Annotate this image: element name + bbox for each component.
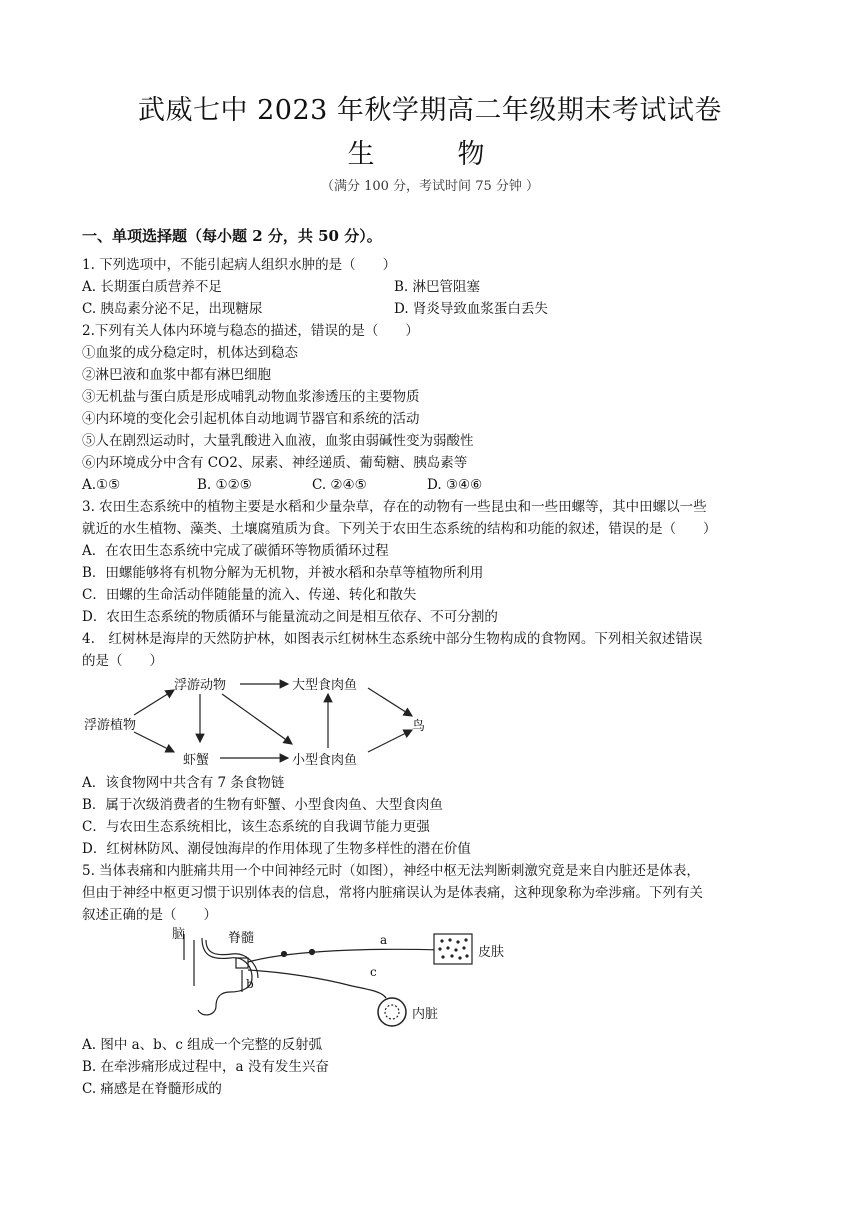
food-web-figure [82, 672, 782, 772]
synapse-2 [310, 950, 315, 955]
q1-options-row1 [82, 276, 782, 298]
arrow-plant-to-animal [134, 690, 174, 715]
exam-note: （满分 100 分，考试时间 75 分钟 ） [320, 179, 540, 194]
q5-option-b: B. 在牵涉痛形成过程中，a 没有发生兴奋 [82, 1059, 329, 1075]
q2-stem: 2.下列有关人体内环境与稳态的描述，错误的是（ ） [82, 323, 419, 339]
q3-stem-line1: 3. 农田生态系统中的植物主要是水稻和少量杂草，存在的动物有一些昆虫和一些田螺等，其中田螺以一些 [82, 499, 707, 515]
q4-option-a: A．该食物网中共含有 7 条食物链 [82, 775, 285, 791]
q2-statement-3: ③无机盐与蛋白质是形成哺乳动物血浆渗透压的主要物质 [82, 389, 420, 405]
q4-stem-line2: 的是（ ） [82, 653, 163, 669]
q4-stem-line1: 4. 红树林是海岸的天然防护林，如图表示红树林生态系统中部分生物构成的食物网。下列相关叙述错误 [82, 631, 703, 647]
referred-pain-figure [82, 926, 782, 1034]
arrow-largefish-to-bird [368, 688, 412, 716]
q2-statement-2: ②淋巴液和血浆中都有淋巴细胞 [82, 367, 271, 383]
q3-option-d: D．农田生态系统的物质循环与能量流动之间是相互依存、不可分割的 [82, 609, 498, 625]
label-b: b [246, 977, 254, 991]
q4-option-c: C．与农田生态系统相比，该生态系统的自我调节能力更强 [82, 819, 430, 835]
q2-statement-5: ⑤人在剧烈运动时，大量乳酸进入血液，血浆由弱碱性变为弱酸性 [82, 433, 474, 449]
q5-stem-line2: 但由于神经中枢更习惯于识别体表的信息，常将内脏痛误认为是体表痛，这种现象称为牵涉痛。下列有关 [82, 885, 703, 901]
viscera-core [385, 1005, 399, 1019]
label-skin: 皮肤 [478, 945, 505, 960]
q2-option-b: B. ①②⑤ [197, 477, 252, 493]
arrow-smallfish-to-bird [368, 730, 412, 752]
exam-content [82, 224, 782, 1100]
q2-option-c: C. ②④⑤ [312, 477, 367, 493]
nerve-c [248, 970, 386, 998]
q4-option-d: D．红树林防风、潮侵蚀海岸的作用体现了生物多样性的潜在价值 [82, 841, 471, 857]
exam-title: 武威七中 2023 年秋学期高二年级期末考试试卷 [138, 95, 722, 126]
food-web-diagram [82, 672, 442, 772]
q3-stem-line2: 就近的水生植物、藻类、土壤腐殖质为食。下列关于农田生态系统的结构和功能的叙述，错误的是（ ） [82, 521, 717, 537]
q1-option-d: D. 肾炎导致血浆蛋白丢失 [394, 301, 548, 317]
q4-option-b: B．属于次级消费者的生物有虾蟹、小型食肉鱼、大型食肉鱼 [82, 797, 443, 813]
node-bird: 鸟 [412, 719, 426, 734]
q1-option-b: B. 淋巴管阻塞 [394, 279, 481, 295]
q2-statement-4: ④内环境的变化会引起机体自动地调节器官和系统的活动 [82, 411, 420, 427]
arrow-plant-to-shrimp [134, 732, 174, 752]
node-shrimp-crab: 虾蟹 [183, 753, 210, 768]
q5-option-c: C. 痛感是在脊髓形成的 [82, 1081, 222, 1097]
nerve-a [248, 949, 442, 962]
q3-option-b: B．田螺能够将有机物分解为无机物，并被水稻和杂草等植物所利用 [82, 565, 484, 581]
q1-option-a: A. 长期蛋白质营养不足 [82, 279, 222, 295]
q3-option-c: C．田螺的生命活动伴随能量的流入、传递、转化和散失 [82, 587, 417, 603]
label-viscera: 内脏 [412, 1007, 439, 1022]
label-a: a [380, 933, 388, 947]
exam-subject: 生 物 [347, 139, 513, 170]
q2-option-d: D. ③④⑥ [427, 477, 483, 493]
section-heading: 一、单项选择题（每小题 2 分，共 50 分）。 [82, 227, 382, 245]
q1-stem: 1. 下列选项中，不能引起病人组织水肿的是（ ） [82, 257, 397, 273]
q5-stem-line1: 5. 当体表痛和内脏痛共用一个中间神经元时（如图），神经中枢无法判断刺激究竟是来自内脏还是体表， [82, 863, 700, 879]
referred-pain-diagram [172, 926, 592, 1034]
q5-option-a: A. 图中 a、b、c 组成一个完整的反射弧 [82, 1037, 323, 1053]
spinal-cord-outline [198, 938, 252, 1015]
q2-statement-6: ⑥内环境成分中含有 CO2、尿素、神经递质、葡萄糖、胰岛素等 [82, 455, 468, 471]
q3-option-a: A．在农田生态系统中完成了碳循环等物质循环过程 [82, 543, 389, 559]
q2-statement-1: ①血浆的成分稳定时，机体达到稳态 [82, 345, 298, 361]
q2-option-a: A.①⑤ [82, 477, 121, 493]
label-spinal-cord: 脊髓 [228, 931, 255, 946]
arrow-animal-to-smallfish [222, 694, 292, 744]
q2-options [82, 474, 782, 496]
label-brain: 脑 [172, 927, 186, 942]
q1-options-row2 [82, 298, 782, 320]
food-web-arrows [134, 684, 412, 758]
label-c: c [370, 965, 377, 979]
q5-stem-line3: 叙述正确的是（ ） [82, 907, 217, 923]
node-plankton-plant: 浮游植物 [84, 718, 137, 733]
synapse-1 [282, 952, 287, 957]
node-large-fish: 大型食肉鱼 [292, 678, 358, 693]
node-small-fish: 小型食肉鱼 [292, 753, 358, 768]
node-plankton-animal: 浮游动物 [174, 678, 227, 693]
q1-option-c: C. 胰岛素分泌不足，出现糖尿 [82, 301, 263, 317]
